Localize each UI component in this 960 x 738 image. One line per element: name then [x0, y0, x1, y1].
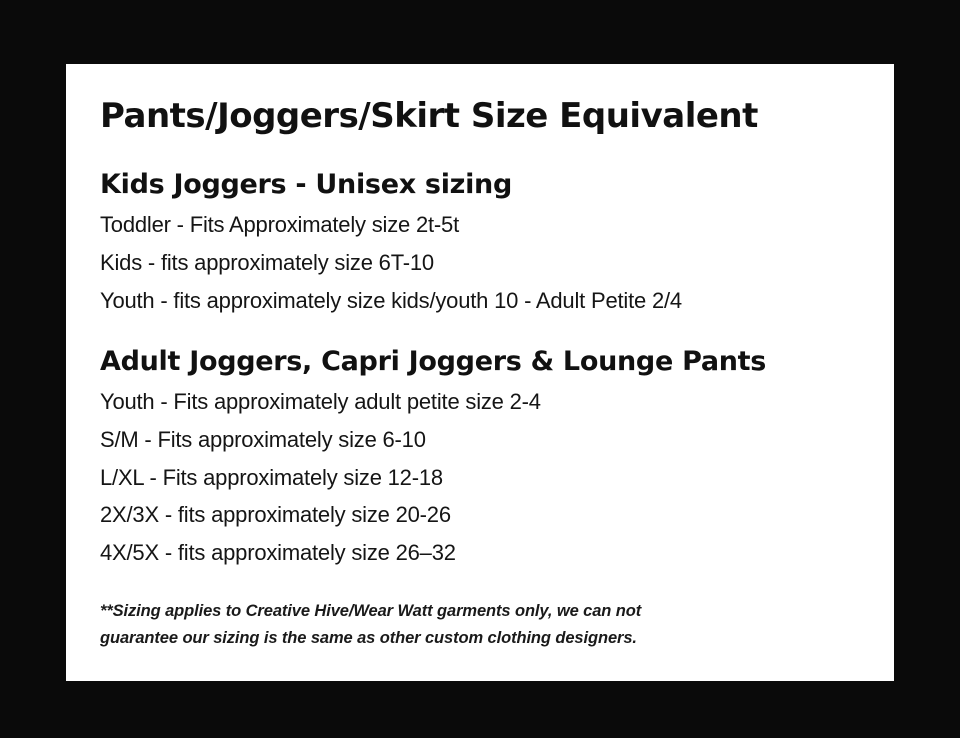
page-title: Pants/Joggers/Skirt Size Equivalent: [100, 96, 758, 136]
footnote-line: **Sizing applies to Creative Hive/Wear Watt garments only, we can not: [100, 602, 642, 621]
size-line: S/M - Fits approximately size 6-10: [100, 426, 426, 452]
size-line: Toddler - Fits Approximately size 2t-5t: [100, 212, 460, 238]
size-line: 2X/3X - fits approximately size 20-26: [100, 502, 451, 528]
section-heading: Adult Joggers, Capri Joggers & Lounge Pants: [100, 345, 767, 377]
section-kids-joggers: [100, 169, 854, 320]
section-heading: Kids Joggers - Unisex sizing: [100, 169, 512, 201]
footnote: [100, 598, 854, 651]
size-line: Youth - fits approximately size kids/youth 10 - Adult Petite 2/4: [100, 288, 682, 314]
size-line: 4X/5X - fits approximately size 26–32: [100, 540, 456, 566]
size-line: L/XL - Fits approximately size 12-18: [100, 464, 443, 490]
size-line: Kids - fits approximately size 6T-10: [100, 250, 434, 276]
size-line: Youth - Fits approximately adult petite size 2-4: [100, 388, 541, 414]
size-chart-card: [66, 64, 894, 681]
section-adult-joggers: [100, 346, 854, 572]
footnote-line: guarantee our sizing is the same as other custom clothing designers.: [100, 628, 637, 647]
